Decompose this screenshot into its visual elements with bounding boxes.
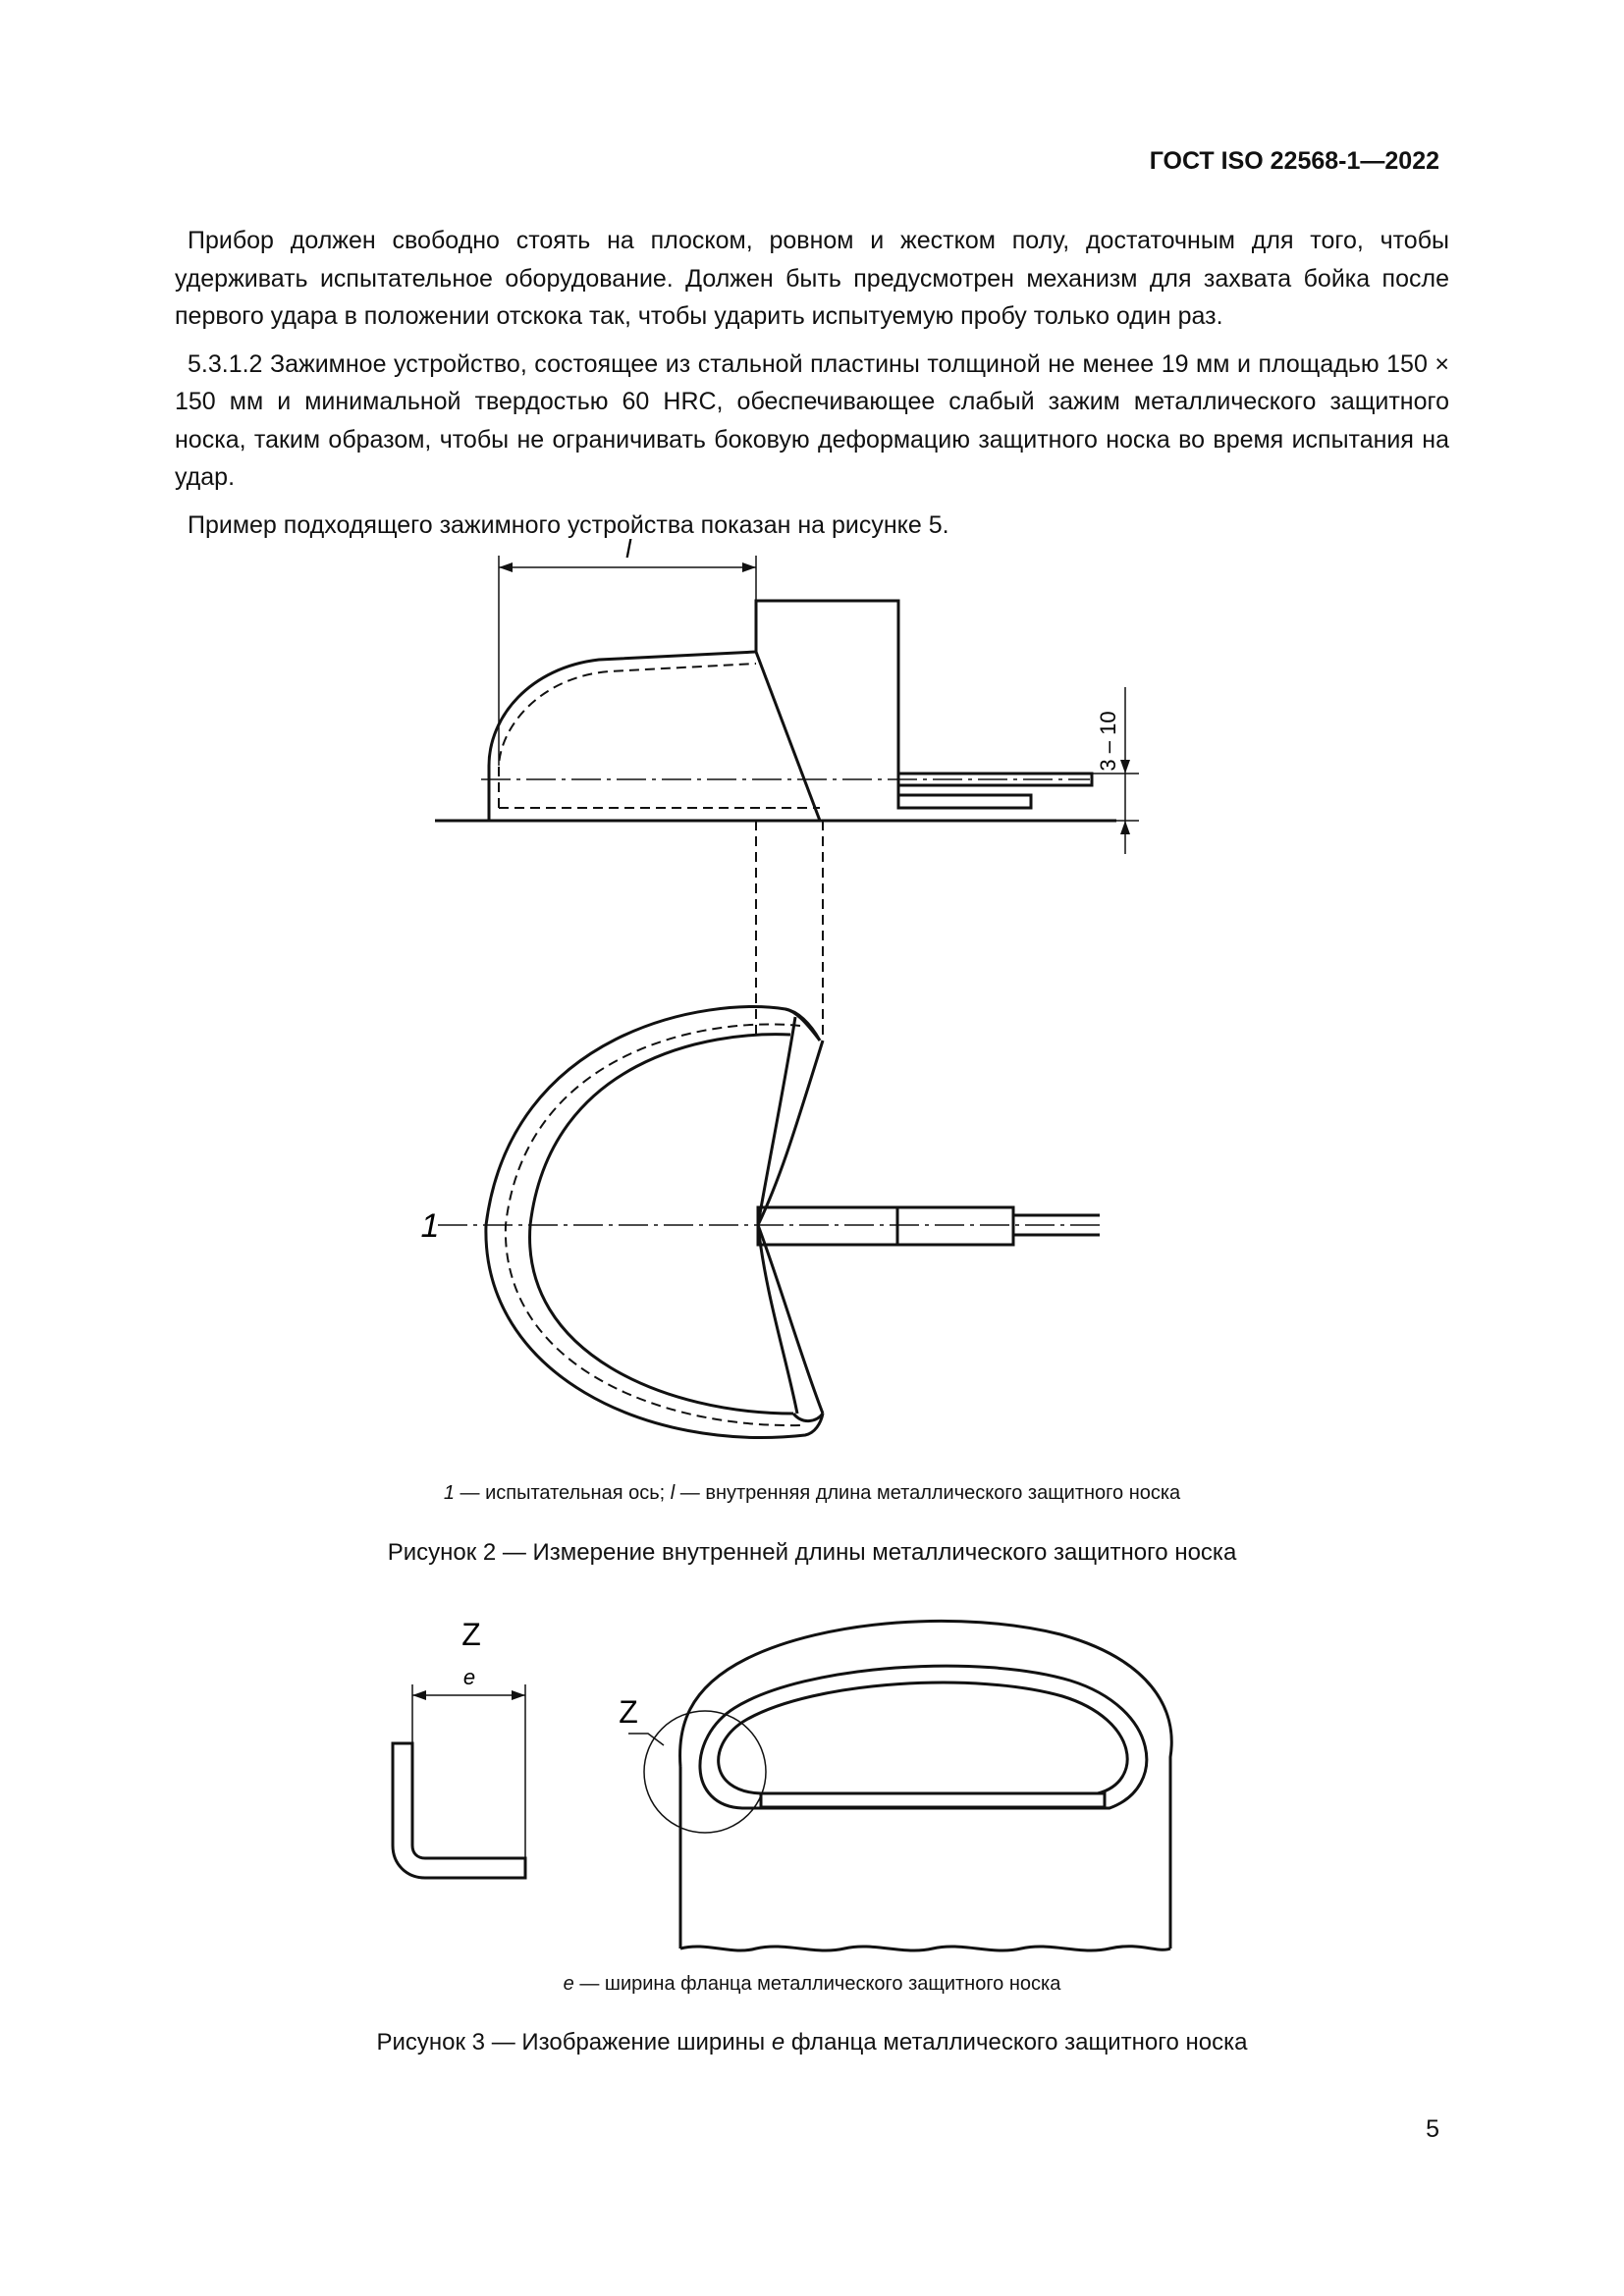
figure-3-legend: e — ширина фланца металлического защитного носка (563, 1973, 1061, 1995)
page-number: 5 (1426, 2115, 1439, 2143)
detail-z-marker: Z (619, 1694, 638, 1730)
main-wavy-cut (680, 1947, 1170, 1950)
paragraph-apparatus: Прибор должен свободно стоять на плоском, ровном и жестком полу, достаточным для того, чтобы удерживать испытательное оборудование. Должен быть предусмотрен механизм для захвата бойка после первого удара в положении отскока так, чтобы ударить испытуемую пробу только один раз. (175, 227, 1449, 330)
main-flange-inner (719, 1682, 1127, 1793)
detail-z-flange-profile (393, 1743, 525, 1878)
legend-symbol-e: e (563, 1973, 574, 1995)
dim-label-e: e (462, 1665, 476, 1689)
main-outer-shell-top (680, 1621, 1172, 1949)
paragraph-clamping-device: 5.3.1.2 Зажимное устройство, состоящее из стальной пластины толщиной не менее 19 мм и площадью 150 × 150 мм и минимальной твердостью 60 HRC, обеспечивающее слабый зажим металлического защитного носка, таким образом, чтобы не ограничивать боковую деформацию защитного носка во время испытания на удар. (175, 349, 1449, 491)
document-header: ГОСТ ISO 22568-1—2022 (1149, 147, 1439, 175)
figure-2-legend: 1 — испытательная ось; l — внутренняя длина металлического защитного носка (443, 1482, 1181, 1504)
key-label-1: 1 (420, 1207, 440, 1245)
detail-z-title: Z (461, 1617, 481, 1652)
dim-label-l: l (625, 534, 631, 563)
dim-label-gap: 3 – 10 (1096, 711, 1120, 772)
detail-z-leader (628, 1734, 664, 1745)
detail-z-circle (644, 1711, 766, 1833)
main-flange-outer (700, 1666, 1147, 1808)
paragraph-example: Пример подходящего зажимного устройства показан на рисунке 5. (188, 510, 949, 539)
legend-item-1-number: 1 (443, 1482, 455, 1504)
legend-symbol-l: l (670, 1482, 676, 1504)
figure-3-caption: Рисунок 3 — Изображение ширины e фланца металлического защитного носка (376, 2029, 1248, 2056)
figure-2-caption: Рисунок 2 — Измерение внутренней длины металлического защитного носка (387, 1539, 1237, 1566)
main-flange-bottom (761, 1793, 1105, 1807)
